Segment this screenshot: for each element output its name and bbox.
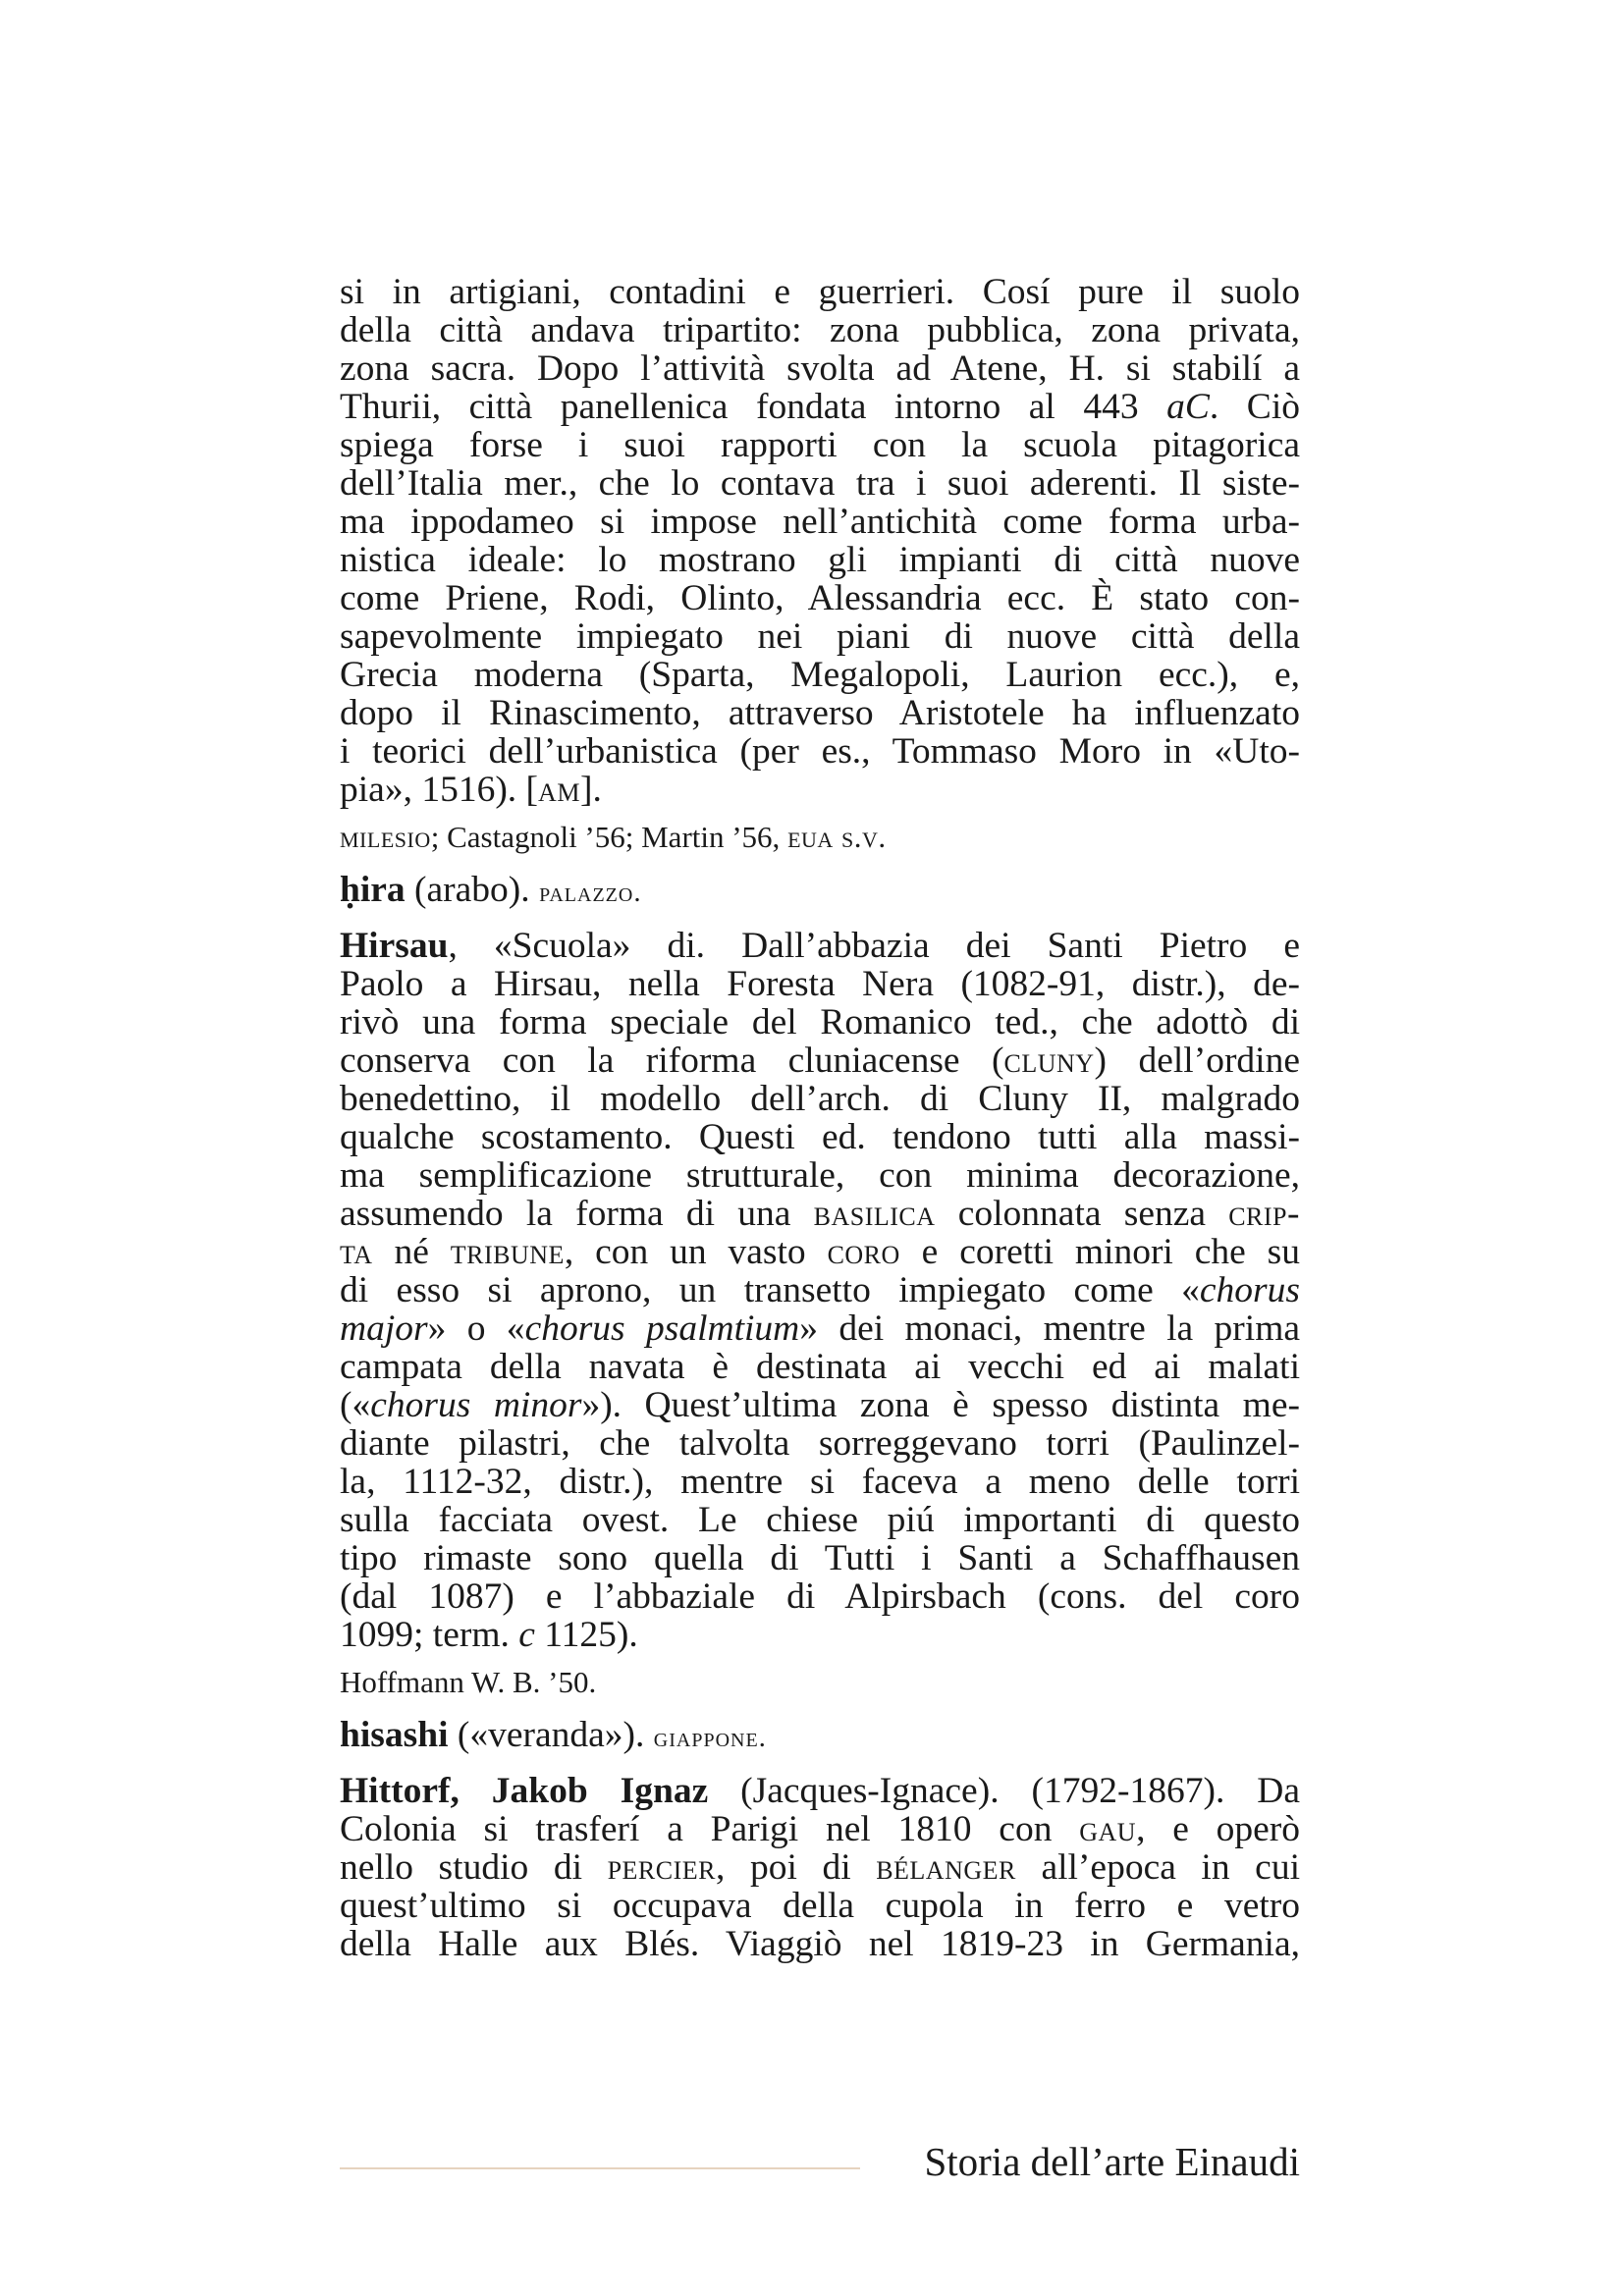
text-line: campata della navata è destinata ai vecchi ed ai malati (340, 1347, 1300, 1387)
text-line: si in artigiani, contadini e guerrieri. Cosí pure il suolo (340, 272, 1300, 312)
text-line: della città andava tripartito: zona pubblica, zona privata, (340, 310, 1300, 350)
page-footer (340, 2138, 1300, 2193)
page-body (340, 273, 1300, 1963)
text-line: Grecia moderna (Sparta, Megalopoli, Laurion ecc.), e, (340, 655, 1300, 695)
text-line: nello studio di percier, poi di bélanger all’epoca in cui (340, 1847, 1300, 1888)
text-line: rivò una forma speciale del Romanico ted., che adottò di (340, 1002, 1300, 1042)
text-line: i teorici dell’urbanistica (per es., Tommaso Moro in «Uto- (340, 731, 1300, 772)
text-line: ma ippodameo si impose nell’antichità come forma urba- (340, 502, 1300, 542)
footer-rule (340, 2167, 860, 2169)
entry-hirsau (340, 927, 1300, 1654)
entry-hisashi: hisashi («veranda»). giappone. (340, 1715, 767, 1755)
text-line: spiega forse i suoi rapporti con la scuola pitagorica (340, 425, 1300, 465)
text-line: conserva con la riforma cluniacense (cluny) dell’ordine (340, 1041, 1300, 1081)
entry-headword: ḥira (340, 870, 406, 910)
text-line: Hittorf, Jakob Ignaz (Jacques-Ignace). (1792-1867). Da (340, 1771, 1300, 1811)
text-line: zona sacra. Dopo l’attività svolta ad Atene, H. si stabilí a (340, 348, 1300, 389)
cross-reference: cluny (1003, 1041, 1095, 1081)
text-line: dopo il Rinascimento, attraverso Aristotele ha influenzato (340, 693, 1300, 733)
footer-title: Storia dell’arte Einaudi (924, 2139, 1300, 2184)
text-line: 1099; term. c 1125). (340, 1615, 638, 1655)
text-line: come Priene, Rodi, Olinto, Alessandria ecc. È stato con- (340, 578, 1300, 618)
text-line: tipo rimaste sono quella di Tutti i Santi a Schaffhausen (340, 1538, 1300, 1578)
entry-headword: hisashi (340, 1715, 449, 1755)
text-line: di esso si aprono, un transetto impiegato come «chorus (340, 1270, 1300, 1310)
text-line: nistica ideale: lo mostrano gli impianti di città nuove (340, 540, 1300, 580)
text-line: Thurii, città panellenica fondata intorno al 443 aC. Ciò (340, 387, 1300, 427)
text-line: («chorus minor»). Quest’ultima zona è spesso distinta me- (340, 1385, 1300, 1425)
text-line: quest’ultimo si occupava della cupola in ferro e vetro (340, 1886, 1300, 1926)
entry-headword: Hittorf, Jakob Ignaz (340, 1771, 709, 1811)
entry-headword: Hirsau (340, 926, 449, 966)
text-line: sapevolmente impiegato nei piani di nuove città della (340, 616, 1300, 657)
entry-hira: ḥira (arabo). palazzo. (340, 870, 642, 910)
cross-reference: crip- (1228, 1194, 1301, 1234)
cross-reference: tribune (450, 1232, 565, 1272)
text-line: ma semplificazione strutturale, con minima decorazione, (340, 1155, 1300, 1196)
text-line: benedettino, il modello dell’arch. di Cluny II, malgrado (340, 1079, 1300, 1119)
text-line: ta né tribune, con un vasto coro e coretti minori che su (340, 1232, 1300, 1272)
cross-reference: bélanger (876, 1847, 1016, 1888)
cross-reference: basilica (813, 1194, 936, 1234)
bibliography-hirsau: Hoffmann W. B. ’50. (340, 1665, 597, 1699)
cross-reference: milesio (340, 820, 431, 854)
cross-reference: gau (1079, 1809, 1137, 1849)
cross-reference: palazzo. (539, 877, 642, 908)
text-line: dell’Italia mer., che lo contava tra i suoi aderenti. Il siste- (340, 463, 1300, 504)
text-line: (dal 1087) e l’abbaziale di Alpirsbach (cons. del coro (340, 1576, 1300, 1617)
text-line: qualche scostamento. Questi ed. tendono tutti alla massi- (340, 1117, 1300, 1157)
text-line: della Halle aux Blés. Viaggiò nel 1819-23 in Germania, (340, 1924, 1300, 1964)
text-line: Hirsau, «Scuola» di. Dall’abbazia dei Santi Pietro e (340, 926, 1300, 966)
text-line: sulla facciata ovest. Le chiese piú importanti di questo (340, 1500, 1300, 1540)
text-line: assumendo la forma di una basilica colonnata senza crip- (340, 1194, 1301, 1234)
bibliography-ippodamo: milesio; Castagnoli ’56; Martin ’56, eua s.v. (340, 820, 887, 854)
cross-reference: coro (827, 1232, 900, 1272)
text-line: Colonia si trasferí a Parigi nel 1810 con gau, e operò (340, 1809, 1300, 1849)
cross-reference: percier (607, 1847, 716, 1888)
paragraph-ippodamo-continuation (340, 273, 1300, 809)
text-line: diante pilastri, che talvolta sorreggevano torri (Paulinzel- (340, 1423, 1300, 1464)
text-line: major» o «chorus psalmtium» dei monaci, mentre la prima (340, 1308, 1301, 1349)
cross-reference: giappone. (653, 1722, 767, 1753)
text-line: Paolo a Hirsau, nella Foresta Nera (1082-91, distr.), de- (340, 964, 1300, 1004)
text-line: la, 1112-32, distr.), mentre si faceva a meno delle torri (340, 1462, 1300, 1502)
text-line: pia», 1516). [am]. (340, 770, 602, 810)
entry-hittorf (340, 1772, 1300, 1963)
